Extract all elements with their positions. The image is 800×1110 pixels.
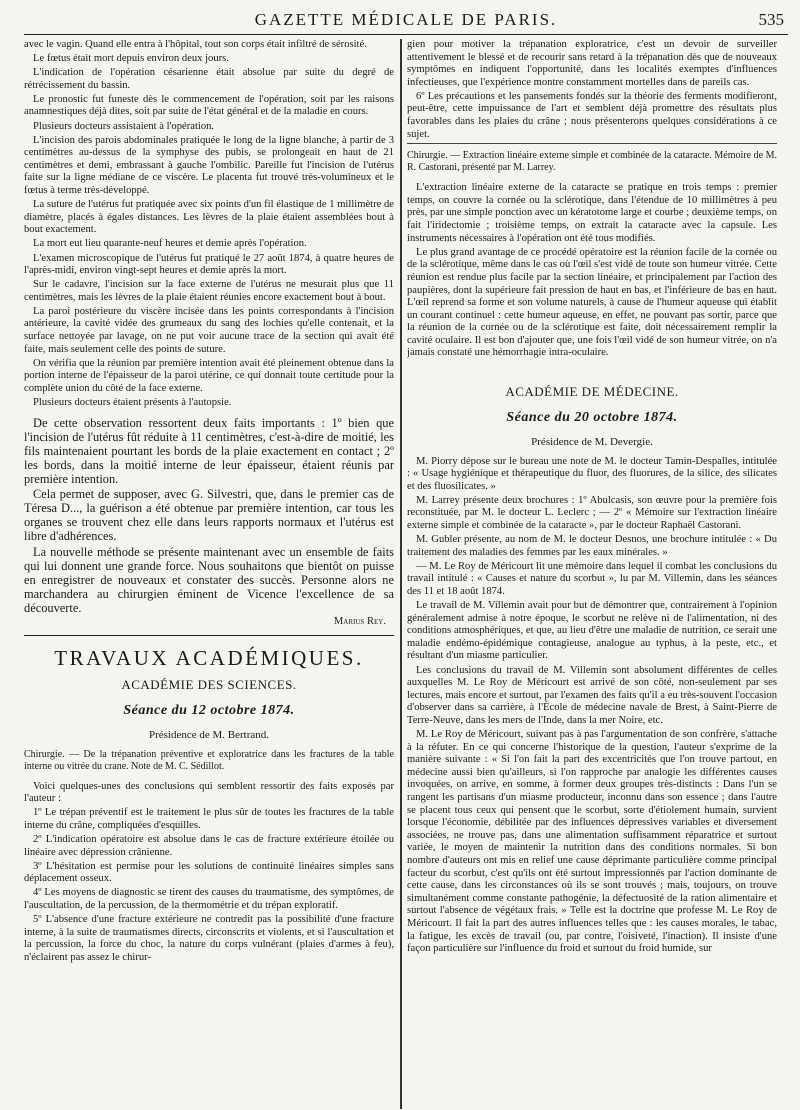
session-heading: Séance du 20 octobre 1874. xyxy=(506,409,678,425)
two-column-body xyxy=(24,39,788,966)
page-number: 535 xyxy=(758,10,784,29)
presidency-line: Présidence de M. Bertrand. xyxy=(148,728,270,741)
right-column xyxy=(407,39,777,966)
paragraph: L'examen microscopique de l'utérus fut pratiqué le 27 août 1874, à quatre heures de l'après-midi, environ vingt-sept heures et demie après la mort. xyxy=(24,252,394,277)
section-rule xyxy=(24,635,394,636)
presidency-line: Présidence de M. Devergie. xyxy=(531,435,653,448)
author-signature: Marius Rey. xyxy=(333,616,386,628)
academy-heading: ACADÉMIE DES SCIENCES. xyxy=(121,676,297,692)
paragraph: La paroi postérieure du viscère incisée dans les points correspondants à l'incision antérieure, la cavité vidée des grumeaux du sang des lochies qu'elle contenait, et la surface nettoyée par lavage, on ne put voir aucune trace de la section qui avait été faite, mais seulement celle des points de suture. xyxy=(24,305,394,355)
paragraph: 5º L'absence d'une fracture extérieure ne contredit pas la possibilité d'une fracture interne, à la suite de traumatismes directs, circonscrits et violents, et si l'auscultation et la percussion, la force du choc, la nature du corps vulnérant (plaies d'armes à feu), n'éclairent pas assez le chirur- xyxy=(24,914,394,963)
paragraph: avec le vagin. Quand elle entra à l'hôpital, tout son corps était infiltré de sérosité. xyxy=(24,39,367,50)
paragraph: M. Larrey présente deux brochures : 1º Abulcasis, son œuvre pour la première fois reconstituée, par M. le docteur L. Leclerc ; — 2º « Mémoire sur l'extraction linéaire externe simple et combinée de la cataracte », par le docteur Raphaël Castorani. xyxy=(407,494,777,532)
paragraph: 2º L'indication opératoire est absolue dans le cas de fracture extérieure étoilée ou linéaire avec dépression crânienne. xyxy=(24,834,394,858)
left-column xyxy=(24,39,394,966)
paragraph: gien pour motiver la trépanation exploratrice, c'est un devoir de surveiller attentivement le blessé et de recourir sans retard à la trépanation dès que de nouveaux symptômes en indiquent l'opportunité, dans les localités exemptes d'influences infectieuses, que l'expérience montre constamment mortelles dans de pareils cas. xyxy=(407,39,777,88)
paragraph: Sur le cadavre, l'incision sur la face externe de l'utérus ne mesurait plus que 11 centimètres, mais les lèvres de la plaie étaient réunies encore exactement bout à bout. xyxy=(24,279,394,303)
paragraph: L'incision des parois abdominales pratiquée le long de la ligne blanche, à partir de 3 centimètres au-dessus de la symphyse des pubis, se prolongeait en haut de 21 centimètres et demi, embrassant à gauche l'ombilic. Pareille fut l'incision de l'utérus faite sur la ligne médiane de ce viscère. Le placenta fut trouvé très-volumineux et le fœtus à terme très-développé. xyxy=(24,134,394,197)
spacer xyxy=(407,362,777,380)
rubric-heading: Chirurgie. — Extraction linéaire externe simple et combinée de la cataracte. Mémoire de M. R. Castorani, présenté par M. Larrey. xyxy=(407,150,777,174)
paragraph: Plusieurs docteurs assistaient à l'opération. xyxy=(33,120,215,132)
journal-title: GAZETTE MÉDICALE DE PARIS. xyxy=(254,10,558,29)
paragraph: Le travail de M. Villemin avait pour but de démontrer que, contrairement à l'opinion généralement admise à notre époque, le scorbut ne relève ni de l'alimentation, ni des conditions atmosphériques, et que, au lieu d'être une maladie de nutrition, ce serait une maladie endémo-épidémique contagieuse, analogue au typhus, à la peste, etc., et résultant d'un miasme particulier. xyxy=(407,600,777,662)
paragraph: 4º Les moyens de diagnostic se tirent des causes du traumatisme, des symptômes, de l'auscultation, de la percussion, de la thermométrie et du trépan exploratif. xyxy=(24,887,394,912)
paragraph-large: Cela permet de supposer, avec G. Silvestri, que, dans le premier cas de Téresa D..., la guérison a été obtenue par première intention, car tous les organes se trouvent chez elle dans leurs rapports normaux et l'utérus est libre d'adhérences. xyxy=(24,487,394,544)
paragraph: L'indication de l'opération césarienne était absolue par suite du degré de rétrécissement du bassin. xyxy=(24,67,394,91)
paragraph: 3º L'hésitation est permise pour les solutions de continuité linéaires simples sans déplacement osseux. xyxy=(24,860,394,885)
paragraph: 6º Les précautions et les pansements fondés sur la théorie des ferments modifieront, peut-être, cette impuissance de l'art et semblent déjà promettre des résultats plus favorables dans les plaies du crâne ; nous présenterons quelques considérations à ce sujet. xyxy=(407,90,777,140)
paragraph: Voici quelques-unes des conclusions qui semblent ressortir des faits exposés par l'auteur : xyxy=(24,780,394,805)
paragraph: Plusieurs docteurs étaient présents à l'autopsie. xyxy=(33,397,232,409)
paragraph-large: De cette observation ressortent deux faits importants : 1º bien que l'incision de l'utérus fût réduite à 11 centimètres, c'est-à-dire de moitié, les fils maintenaient pourtant les bords de la plaie exactement en contact ; 2º les bords, dans la moitié interne de leur épaisseur, étaient réunis par première intention. xyxy=(24,415,394,486)
paragraph: Le pronostic fut funeste dès le commencement de l'opération, soit par les raisons anamnestiques déjà dites, soit par suite de l'état général et de la maladie en cours. xyxy=(24,93,394,118)
paragraph: Le fœtus était mort depuis environ deux jours. xyxy=(33,53,229,65)
paragraph: M. Le Roy de Méricourt, suivant pas à pas l'argumentation de son confrère, s'attache à la réfuter. En ce qui concerne l'historique de la question, l'auteur s'exprime de la manière suivante : « Si l'on fait la part des excentricités que l'on trouve partout, en médecine aussi bien qu'ailleurs, si l'on rapproche par analogie les différentes causes invoquées, on arrive, en somme, à former deux groupes très-distincts : Dans l'un se rangent les partisans d'un miasme producteur, inconnu dans son essence ; dans l'autre se placent tous ceux qui pensent que le scorbut, sorte d'étiolement humain, survient lorsque l'économie, débilitée par des influences dépressives variables et diversement associées, ne trouve pas, dans une alimentation suffisamment réparatrice et surtout variée, le moyen de maintenir la nutrition dans des conditions normales. Si bon nombre d'auteurs ont mis en relief une cause déprimante particulière comme principal facteur du scorbut, c'est qu'ils ont été surtout impressionnés par l'action dominante de cette cause, dans les circonstances où ils se sont trouvés ; mais, toujours, on trouve simultanément comme constante pathogénie, la défectuosité de la ration alimentaire et surtout l'absence de végétaux frais. » Telle est la doctrine que professe M. Le Roy de Méricourt. Il fait la part des autres influences telles que : les causes morales, le tabac, la fatigue, les excès de travail (ou, par contre, l'oisiveté, l'inaction). Il insiste d'une façon particulière sur l'influence du froid et surtout du froid humide, sur xyxy=(407,729,777,955)
paragraph: M. Piorry dépose sur le bureau une note de M. le docteur Tamin-Despalles, intitulée : « Usage hygiénique et thérapeutique du fluor, des fluorures, de la silice, des silicates et des fluosilicates. » xyxy=(407,455,777,492)
section-title: TRAVAUX ACADÉMIQUES. xyxy=(54,645,364,670)
paragraph: M. Gubler présente, au nom de M. le docteur Desnos, une brochure intitulée : « Du traitement des maladies des femmes par les eaux minérales. » xyxy=(407,534,777,558)
session-heading: Séance du 12 octobre 1874. xyxy=(123,702,295,718)
paragraph: 1º Le trépan préventif est le traitement le plus sûr de toutes les fractures de la table interne du crâne, compliquées d'esquilles. xyxy=(24,807,394,831)
paragraph: La suture de l'utérus fut pratiquée avec six points d'un fil élastique de 1 millimètre de diamètre, placés à égales distances. Les lèvres de la plaie étaient assemblées bout à bout exactement. xyxy=(24,199,394,236)
paragraph: On vérifia que la réunion par première intention avait été pleinement obtenue dans la portion interne de l'épaisseur de la paroi utérine, ce qui donnait toute certitude pour la complète union du côté de la face externe. xyxy=(24,357,394,394)
column-rule xyxy=(400,39,402,1109)
paragraph-large: La nouvelle méthode se présente maintenant avec un ensemble de faits qui lui donnent une grande force. Nous souhaitons que bientôt on puisse en enregistrer de nouveaux et constater des succès. Personne alors ne marchandera au chirurgien éminent de Vicence l'excellence de sa découverte. xyxy=(24,544,394,615)
paragraph: Les conclusions du travail de M. Villemin sont absolument différentes de celles auxquelles M. Le Roy de Méricourt est arrivé de son côté, non-seulement par ses lectures, mais encore et surtout, par l'examen des faits qu'il a eu très-souvent l'occasion d'observer dans sa carrière, à l'École de médecine navale de Brest, à Saint-Pierre de Terre-Neuve, dans les mers de l'Inde, dans la mer Noire, etc. xyxy=(407,664,777,726)
paragraph: La mort eut lieu quarante-neuf heures et demie après l'opération. xyxy=(33,238,307,250)
paragraph: Le plus grand avantage de ce procédé opératoire est la réunion facile de la cornée ou de la sclérotique, même dans le cas où l'œil s'est vidé de toute son humeur vitrée. Cette réunion est rendue plus facile par la section linéaire, et principalement par l'action des paupières, dont la supérieure fait pression de haut en bas, et l'inférieure de bas en haut. L'œil reprend sa forme et son volume naturels, à cause de l'humeur aqueuse qui établit un courant continuel : cette humeur aqueuse, en effet, ne pouvant pas sortir, parce que la réunion de la cornée ou de la sclérotique est faite, doit nécessairement remplir la cavité oculaire. Il est bon d'ajouter que, une fois l'œil vidé de son humeur vitrée, on n'a jamais constaté une hémorrhagie intra-oculaire. xyxy=(407,246,777,359)
running-header xyxy=(24,0,788,35)
paragraph: L'extraction linéaire externe de la cataracte se pratique en trois temps : premier temps, on couvre la cornée ou la sclérotique, dans l'étendue de 10 millimètres à peu près, par une simple ponction avec un kératotome large et courbe ; deuxième temps, on fait l'iridectomie ; troisième temps, on extrait la cataracte avec la capsule. Les instruments nécessaires à l'opération ont été tous modifiés. xyxy=(407,182,777,244)
rubric-heading: Chirurgie. — De la trépanation préventive et exploratrice dans les fractures de la table interne ou vitrée du crane. Note de M. C. Sédillot. xyxy=(24,748,394,772)
academy-heading: ACADÉMIE DE MÉDECINE. xyxy=(505,383,679,399)
paragraph: — M. Le Roy de Méricourt lit une mémoire dans lequel il combat les conclusions du travail intitulé : « Causes et nature du scorbut », lu par M. Villemin, dans les séances des 11 et 18 août 1874. xyxy=(407,560,777,597)
rubric-rule xyxy=(407,143,777,144)
